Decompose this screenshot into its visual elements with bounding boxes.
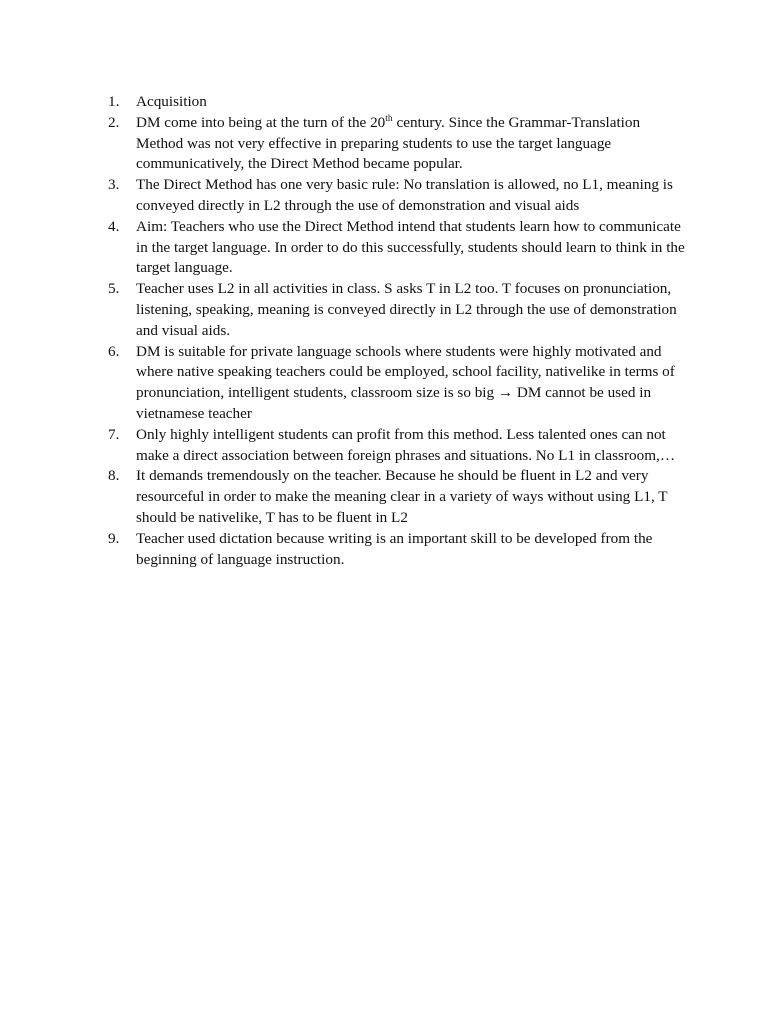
item-number: 9. (108, 529, 120, 547)
list-item (108, 92, 688, 113)
list-item (108, 342, 688, 425)
numbered-list (108, 92, 688, 570)
item-text (136, 113, 688, 175)
item-number: 5. (108, 280, 120, 298)
item-text: Teacher uses L2 in all activities in class. S asks T in L2 too. T focuses on pronunciation, listening, speaking, meaning is conveyed directly in L2 through the use of demonstration and visual aids. (136, 280, 677, 339)
item-text: Only highly intelligent students can profit from this method. Less talented ones can not make a direct association between foreign phrases and situations. No L1 in classroom,… (136, 425, 676, 464)
list-item (108, 175, 688, 217)
list-item (108, 425, 688, 467)
item-number: 1. (108, 93, 120, 110)
list-item (108, 217, 688, 279)
item-number: 2. (108, 113, 120, 131)
item-text: DM is suitable for private language schools where students were highly motivated and where native speaking teachers could be employed, school facility, nativelike in terms of pronunciation, intelligent students, classroom size is so big → DM cannot be used in vietnamese teacher (136, 342, 675, 422)
item-text-start: DM come into being at the turn of the 20 (136, 113, 386, 131)
list-item (108, 466, 688, 528)
item-text: It demands tremendously on the teacher. Because he should be fluent in L2 and very resourceful in order to make the meaning clear in a variety of ways without using L1, T should be nativelike, T has to be fluent in L2 (136, 467, 668, 526)
item-text: The Direct Method has one very basic rule: No translation is allowed, no L1, meaning is conveyed directly in L2 through the use of demonstration and visual aids (136, 176, 673, 214)
list-item (108, 529, 688, 571)
item-number: 8. (108, 467, 120, 485)
item-text: Acquisition (136, 93, 207, 110)
item-number: 4. (108, 217, 120, 235)
item-number: 3. (108, 176, 120, 194)
item-text: Aim: Teachers who use the Direct Method intend that students learn how to communicate in the target language. In order to do this successfully, students should learn to think in the target language. (136, 217, 685, 277)
item-text: Teacher used dictation because writing is an important skill to be developed from the beginning of language instruction. (136, 529, 653, 568)
item-number: 6. (108, 342, 120, 360)
item-text-end: century. Since the Grammar-Translation Method was not very effective in preparing students to use the target language communicatively, the Direct Method became popular. (136, 113, 641, 173)
list-item (108, 113, 688, 175)
superscript: th (385, 113, 393, 124)
list-item (108, 279, 688, 341)
item-number: 7. (108, 425, 120, 443)
